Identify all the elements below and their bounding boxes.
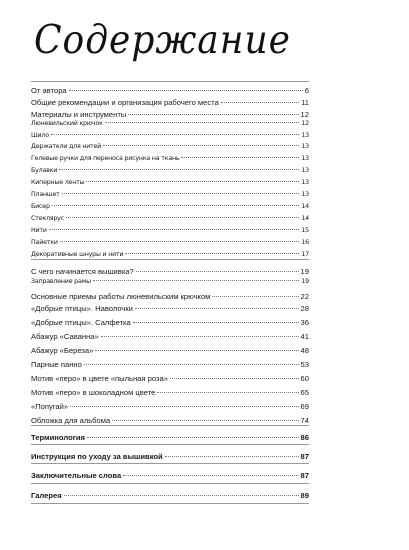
toc-entry-page: 28 <box>300 304 309 313</box>
leader-dots <box>70 406 298 407</box>
toc-entry-page: 6 <box>304 86 309 95</box>
toc-entry[interactable] <box>31 318 309 327</box>
toc-entry-label: Заключительные слова <box>31 471 122 480</box>
toc-entry-page: 86 <box>300 433 309 442</box>
leader-dots <box>86 181 299 182</box>
leader-dots <box>112 420 298 421</box>
leader-dots <box>170 378 299 379</box>
toc-entry[interactable] <box>31 416 309 425</box>
toc-entry[interactable] <box>31 132 309 139</box>
toc-entry-page: 65 <box>300 388 309 397</box>
toc-entry[interactable] <box>31 374 309 383</box>
toc-entry-label: Абажур «Саванна» <box>31 332 99 341</box>
toc-entry-label: Мотив «перо» в шоколадном цвете <box>31 388 156 397</box>
toc-entry[interactable] <box>31 346 309 355</box>
separator-line <box>31 483 309 484</box>
leader-dots <box>212 296 298 297</box>
toc-entry-page: 53 <box>300 360 309 369</box>
toc-entry-label: «Добрые птицы». Наволочки <box>31 304 133 313</box>
toc-entry-label: «Попугай» <box>31 402 69 411</box>
separator-line <box>31 259 309 260</box>
toc-entry[interactable] <box>31 471 309 480</box>
toc-entry[interactable] <box>31 167 309 174</box>
toc-entry[interactable] <box>31 86 309 95</box>
toc-entry-label: Люневильский крючок <box>31 120 103 127</box>
toc-entry-page: 16 <box>301 239 309 246</box>
toc-entry-label: Стеклярус <box>31 215 64 222</box>
toc-entry-label: «Добрые птицы». Салфетка <box>31 318 131 327</box>
separator-line <box>31 444 309 445</box>
toc-entry[interactable] <box>31 155 309 162</box>
toc-entry-page: 60 <box>300 374 309 383</box>
toc-entry-label: Материалы и инструменты <box>31 110 127 119</box>
toc-entry[interactable] <box>31 239 309 246</box>
leader-dots <box>101 336 299 337</box>
toc-entry[interactable] <box>31 120 309 127</box>
toc-entry-page: 13 <box>301 179 309 186</box>
toc-entry-page: 36 <box>300 318 309 327</box>
toc-entry[interactable] <box>31 227 309 234</box>
leader-dots <box>84 364 299 365</box>
toc-entry-page: 19 <box>300 267 309 276</box>
leader-dots <box>125 253 299 254</box>
toc-entry-label: Шило <box>31 132 49 139</box>
toc-entry-page: 87 <box>300 452 309 461</box>
toc-entry-label: Терминология <box>31 433 85 442</box>
leader-dots <box>87 437 299 438</box>
leader-dots <box>64 495 299 496</box>
toc-entry-page: 13 <box>301 132 309 139</box>
toc-entry[interactable] <box>31 110 309 119</box>
toc-entry-label: С чего начинается вышивка? <box>31 267 134 276</box>
toc-entry-label: Основные приемы работы люневильским крючком <box>31 292 211 301</box>
leader-dots <box>135 308 299 309</box>
toc-entry[interactable] <box>31 98 309 107</box>
leader-dots <box>52 205 300 206</box>
toc-entry-page: 74 <box>300 416 309 425</box>
toc-entry[interactable] <box>31 191 309 198</box>
toc-entry[interactable] <box>31 143 309 150</box>
leader-dots <box>221 102 299 103</box>
toc-entry-page: 12 <box>300 110 309 119</box>
leader-dots <box>62 193 300 194</box>
toc-entry-label: Булавки <box>31 167 58 174</box>
toc-entry-label: Инструкция по уходу за вышивкой <box>31 452 163 461</box>
toc-entry-label: Абажур «Береза» <box>31 346 94 355</box>
toc-entry[interactable] <box>31 452 309 461</box>
leader-dots <box>105 122 300 123</box>
leader-dots <box>181 157 299 158</box>
leader-dots <box>93 280 299 281</box>
toc-entry-label: Пайетки <box>31 239 58 246</box>
toc-entry-label: От автора <box>31 86 67 95</box>
toc-entry-page: 13 <box>301 143 309 150</box>
toc-entry-label: Планшет <box>31 191 60 198</box>
leader-dots <box>136 271 299 272</box>
toc-entry-label: Галерея <box>31 491 62 500</box>
toc-entry-label: Держатели для нитей <box>31 143 102 150</box>
toc-entry[interactable] <box>31 278 309 285</box>
toc-entry-label: Гелевые ручки для переноса рисунка на ткань <box>31 155 180 162</box>
leader-dots <box>51 134 299 135</box>
separator-line <box>31 425 309 426</box>
toc-entry[interactable] <box>31 332 309 341</box>
toc-entry[interactable] <box>31 267 309 276</box>
toc-entry-page: 14 <box>301 203 309 210</box>
toc-entry-page: 12 <box>301 120 309 127</box>
toc-entry[interactable] <box>31 215 309 222</box>
toc-entry-page: 22 <box>300 292 309 301</box>
leader-dots <box>133 322 299 323</box>
leader-dots <box>66 217 299 218</box>
toc-entry[interactable] <box>31 304 309 313</box>
leader-dots <box>95 350 298 351</box>
toc-entry[interactable] <box>31 402 309 411</box>
toc-entry-page: 13 <box>301 191 309 198</box>
toc-entry-label: Бисер <box>31 203 50 210</box>
toc-entry-page: 48 <box>300 346 309 355</box>
leader-dots <box>157 392 298 393</box>
leader-dots <box>60 241 300 242</box>
toc-entry-label: Декоративные шнуры и нити <box>31 251 124 258</box>
toc-entry[interactable] <box>31 360 309 369</box>
toc-entry-page: 11 <box>301 98 309 107</box>
toc-entry-page: 13 <box>301 167 309 174</box>
toc-entry-page: 19 <box>301 278 309 285</box>
toc-entry-page: 17 <box>301 251 309 258</box>
toc-entry-label: Киперные ленты <box>31 179 85 186</box>
toc-entry[interactable] <box>31 251 309 258</box>
leader-dots <box>59 169 299 170</box>
toc-entry-page: 14 <box>301 215 309 222</box>
toc-entry-page: 69 <box>300 402 309 411</box>
toc-entry-label: Мотив «перо» в цвете «пыльная роза» <box>31 374 168 383</box>
page-title: Содержание <box>34 18 291 63</box>
toc-entry[interactable] <box>31 292 309 301</box>
leader-dots <box>69 90 303 91</box>
toc-entry[interactable] <box>31 203 309 210</box>
separator-line <box>31 503 309 504</box>
toc-entry-page: 89 <box>300 491 309 500</box>
toc-entry[interactable] <box>31 491 309 500</box>
toc-entry-page: 13 <box>301 155 309 162</box>
toc-entry[interactable] <box>31 433 309 442</box>
toc-entry[interactable] <box>31 388 309 397</box>
leader-dots <box>165 456 299 457</box>
leader-dots <box>123 475 298 476</box>
leader-dots <box>103 145 299 146</box>
leader-dots <box>128 114 298 115</box>
toc-entry-label: Общие рекомендации и организация рабочего места <box>31 98 219 107</box>
toc-entry-page: 15 <box>301 227 309 234</box>
toc-entry-label: Заправление рамы <box>31 278 91 285</box>
separator-line <box>31 463 309 464</box>
toc-entry-page: 41 <box>300 332 309 341</box>
toc-entry-label: Парные панно <box>31 360 82 369</box>
separator-line <box>31 81 309 82</box>
toc-entry-page: 87 <box>300 471 309 480</box>
toc-entry[interactable] <box>31 179 309 186</box>
toc-entry-label: Обложка для альбома <box>31 416 111 425</box>
toc-entry-label: Нити <box>31 227 47 234</box>
leader-dots <box>49 229 300 230</box>
